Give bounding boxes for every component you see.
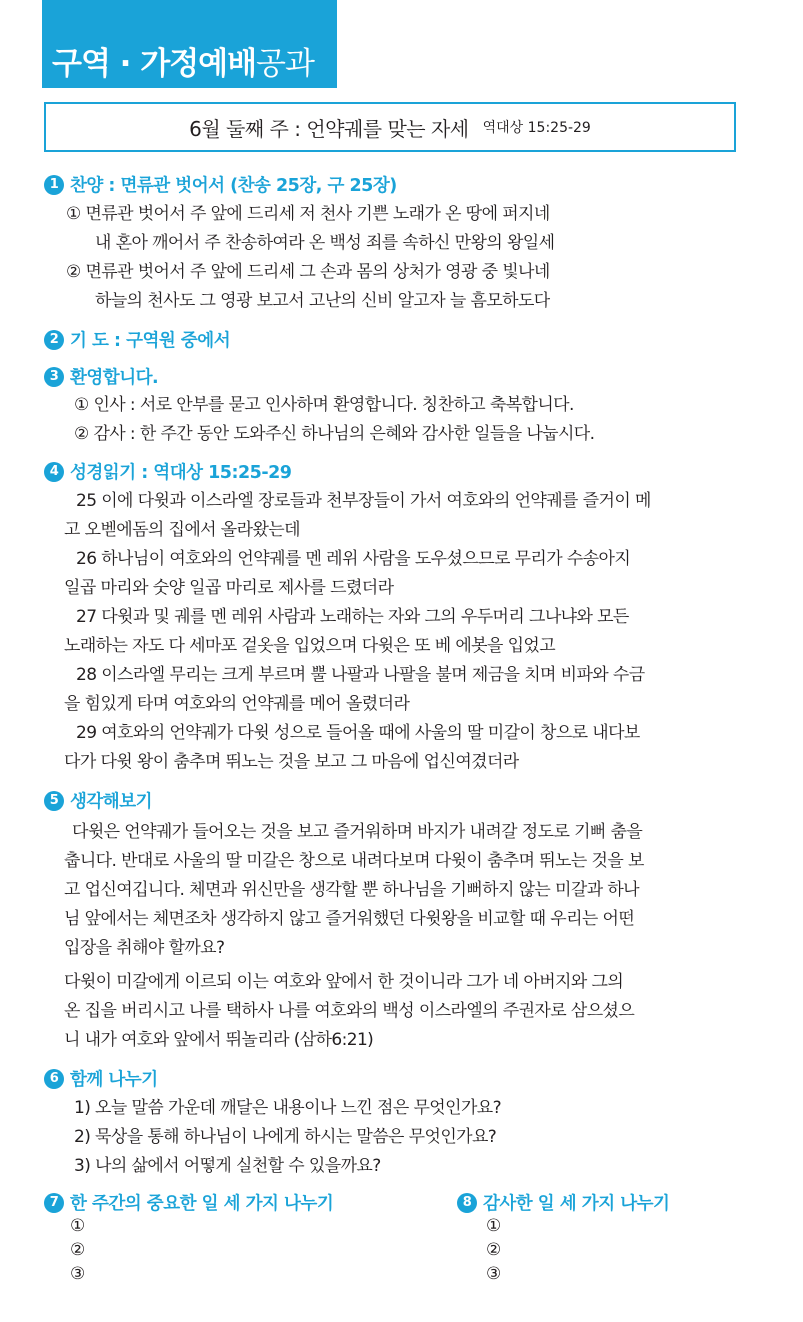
section-8-heading (457, 1190, 669, 1215)
hymn-verse-line: 하늘의 천사도 그 영광 보고서 고난의 신비 알고자 늘 흠모하도다 (95, 291, 550, 311)
section-heading-text: 감사한 일 세 가지 나누기 (483, 1194, 670, 1214)
reflection-paragraph (64, 818, 754, 963)
quote-line: 니 내가 여호와 앞에서 뛰놀리라 (삼하6:21) (64, 1030, 374, 1050)
lesson-title: 6월 둘째 주 : 언약궤를 맞는 자세 (189, 116, 469, 141)
blank-item-marker: ① (70, 1216, 85, 1236)
lesson-scripture-ref: 역대상 15:25-29 (482, 120, 591, 136)
section-heading-text: 성경읽기 : 역대상 15:25-29 (70, 463, 292, 483)
section-4-heading (44, 459, 291, 484)
section-number-badge: 5 (44, 791, 64, 811)
blank-item-marker: ③ (70, 1264, 85, 1284)
blank-item-marker: ① (486, 1216, 501, 1236)
welcome-line: ① 인사 : 서로 안부를 묻고 인사하며 환영합니다. 칭찬하고 축복합니다. (74, 395, 574, 415)
hymn-verse-line: ① 면류관 벗어서 주 앞에 드리세 저 천사 기쁜 노래가 온 땅에 퍼지네 (66, 204, 550, 224)
section-5-heading (44, 788, 152, 813)
section-heading-text: 찬양 : 면류관 벗어서 (찬송 25장, 구 25장) (70, 176, 397, 196)
scripture-line: 25 이에 다윗과 이스라엘 장로들과 천부장들이 가서 여호와의 언약궤를 즐거이 메 (76, 491, 651, 511)
section-number-badge: 8 (457, 1193, 477, 1213)
blank-item-marker: ③ (486, 1264, 501, 1284)
reflection-line: 다윗은 언약궤가 들어오는 것을 보고 즐거워하며 바지가 내려갈 정도로 기뻐 춤을 (72, 822, 643, 842)
section-number-badge: 1 (44, 175, 64, 195)
section-number-badge: 3 (44, 367, 64, 387)
section-6-heading (44, 1066, 158, 1091)
blank-item-marker: ② (486, 1240, 501, 1260)
hymn-verse-line: ② 면류관 벗어서 주 앞에 드리세 그 손과 몸의 상처가 영광 중 빛나네 (66, 262, 550, 282)
hymn-verse-line: 내 혼아 깨어서 주 찬송하여라 온 백성 죄를 속하신 만왕의 왕일세 (95, 233, 555, 253)
section-heading-text: 생각해보기 (70, 792, 153, 812)
section-heading-text: 기 도 : 구역원 중에서 (70, 331, 231, 351)
sharing-question: 1) 오늘 말씀 가운데 깨달은 내용이나 느낀 점은 무엇인가요? (74, 1098, 502, 1118)
section-number-badge: 7 (44, 1193, 64, 1213)
section-number-badge: 2 (44, 330, 64, 350)
scripture-line: 27 다윗과 및 궤를 멘 레위 사람과 노래하는 자와 그의 우두머리 그나냐와 모든 (76, 607, 629, 627)
section-number-badge: 6 (44, 1069, 64, 1089)
section-2-heading (44, 327, 230, 352)
welcome-line: ② 감사 : 한 주간 동안 도와주신 하나님의 은혜와 감사한 일들을 나눕시다. (74, 424, 595, 444)
section-1-heading (44, 172, 397, 197)
header-title-bold: 구역 · 가정예배 (52, 46, 257, 82)
section-3-heading (44, 364, 158, 389)
section-heading-text: 함께 나누기 (70, 1070, 158, 1090)
quote-line: 다윗이 미갈에게 이르되 이는 여호와 앞에서 한 것이니라 그가 네 아버지와 그의 (64, 972, 624, 992)
reflection-line: 고 업신여깁니다. 체면과 위신만을 생각할 뿐 하나님을 기뻐하지 않는 미갈과 하나 (64, 880, 639, 900)
scripture-line: 29 여호와의 언약궤가 다윗 성으로 들어올 때에 사울의 딸 미갈이 창으로 내다보 (76, 723, 640, 743)
scripture-line: 26 하나님이 여호와의 언약궤를 멘 레위 사람을 도우셨으므로 무리가 수송아지 (76, 549, 631, 569)
section-heading-text: 한 주간의 중요한 일 세 가지 나누기 (70, 1194, 334, 1214)
reflection-line: 춥니다. 반대로 사울의 딸 미갈은 창으로 내려다보며 다윗이 춤추며 뛰노는 것을 보 (64, 851, 644, 871)
scripture-line: 다가 다윗 왕이 춤추며 뛰노는 것을 보고 그 마음에 업신여겼더라 (64, 752, 519, 772)
reflection-line: 님 앞에서는 체면조차 생각하지 않고 즐거워했던 다윗왕을 비교할 때 우리는 어떤 (64, 909, 635, 929)
section-number-badge: 4 (44, 462, 64, 482)
scripture-line: 을 힘있게 타며 여호와의 언약궤를 메어 올렸더라 (64, 694, 410, 714)
section-heading-text: 환영합니다. (70, 368, 159, 388)
page-header-title (52, 44, 314, 84)
scripture-line: 28 이스라엘 무리는 크게 부르며 뿔 나팔과 나팔을 불며 제금을 치며 비파와 수금 (76, 665, 645, 685)
header-title-light: 공과 (256, 46, 314, 82)
quote-line: 온 집을 버리시고 나를 택하사 나를 여호와의 백성 이스라엘의 주권자로 삼으셨으 (64, 1001, 635, 1021)
scripture-line: 고 오벧에돔의 집에서 올라왔는데 (64, 520, 300, 540)
scripture-line: 노래하는 자도 다 세마포 겉옷을 입었으며 다윗은 또 베 에봇을 입었고 (64, 636, 556, 656)
reflection-quote (64, 968, 754, 1055)
blank-item-marker: ② (70, 1240, 85, 1260)
sharing-question: 3) 나의 삶에서 어떻게 실천할 수 있을까요? (74, 1156, 381, 1176)
section-7-heading (44, 1190, 333, 1215)
lesson-title-box (44, 102, 736, 152)
scripture-line: 일곱 마리와 숫양 일곱 마리로 제사를 드렸더라 (64, 578, 394, 598)
reflection-line: 입장을 취해야 할까요? (64, 938, 225, 958)
scripture-reading (64, 487, 754, 777)
sharing-question: 2) 묵상을 통해 하나님이 나에게 하시는 말씀은 무엇인가요? (74, 1127, 497, 1147)
